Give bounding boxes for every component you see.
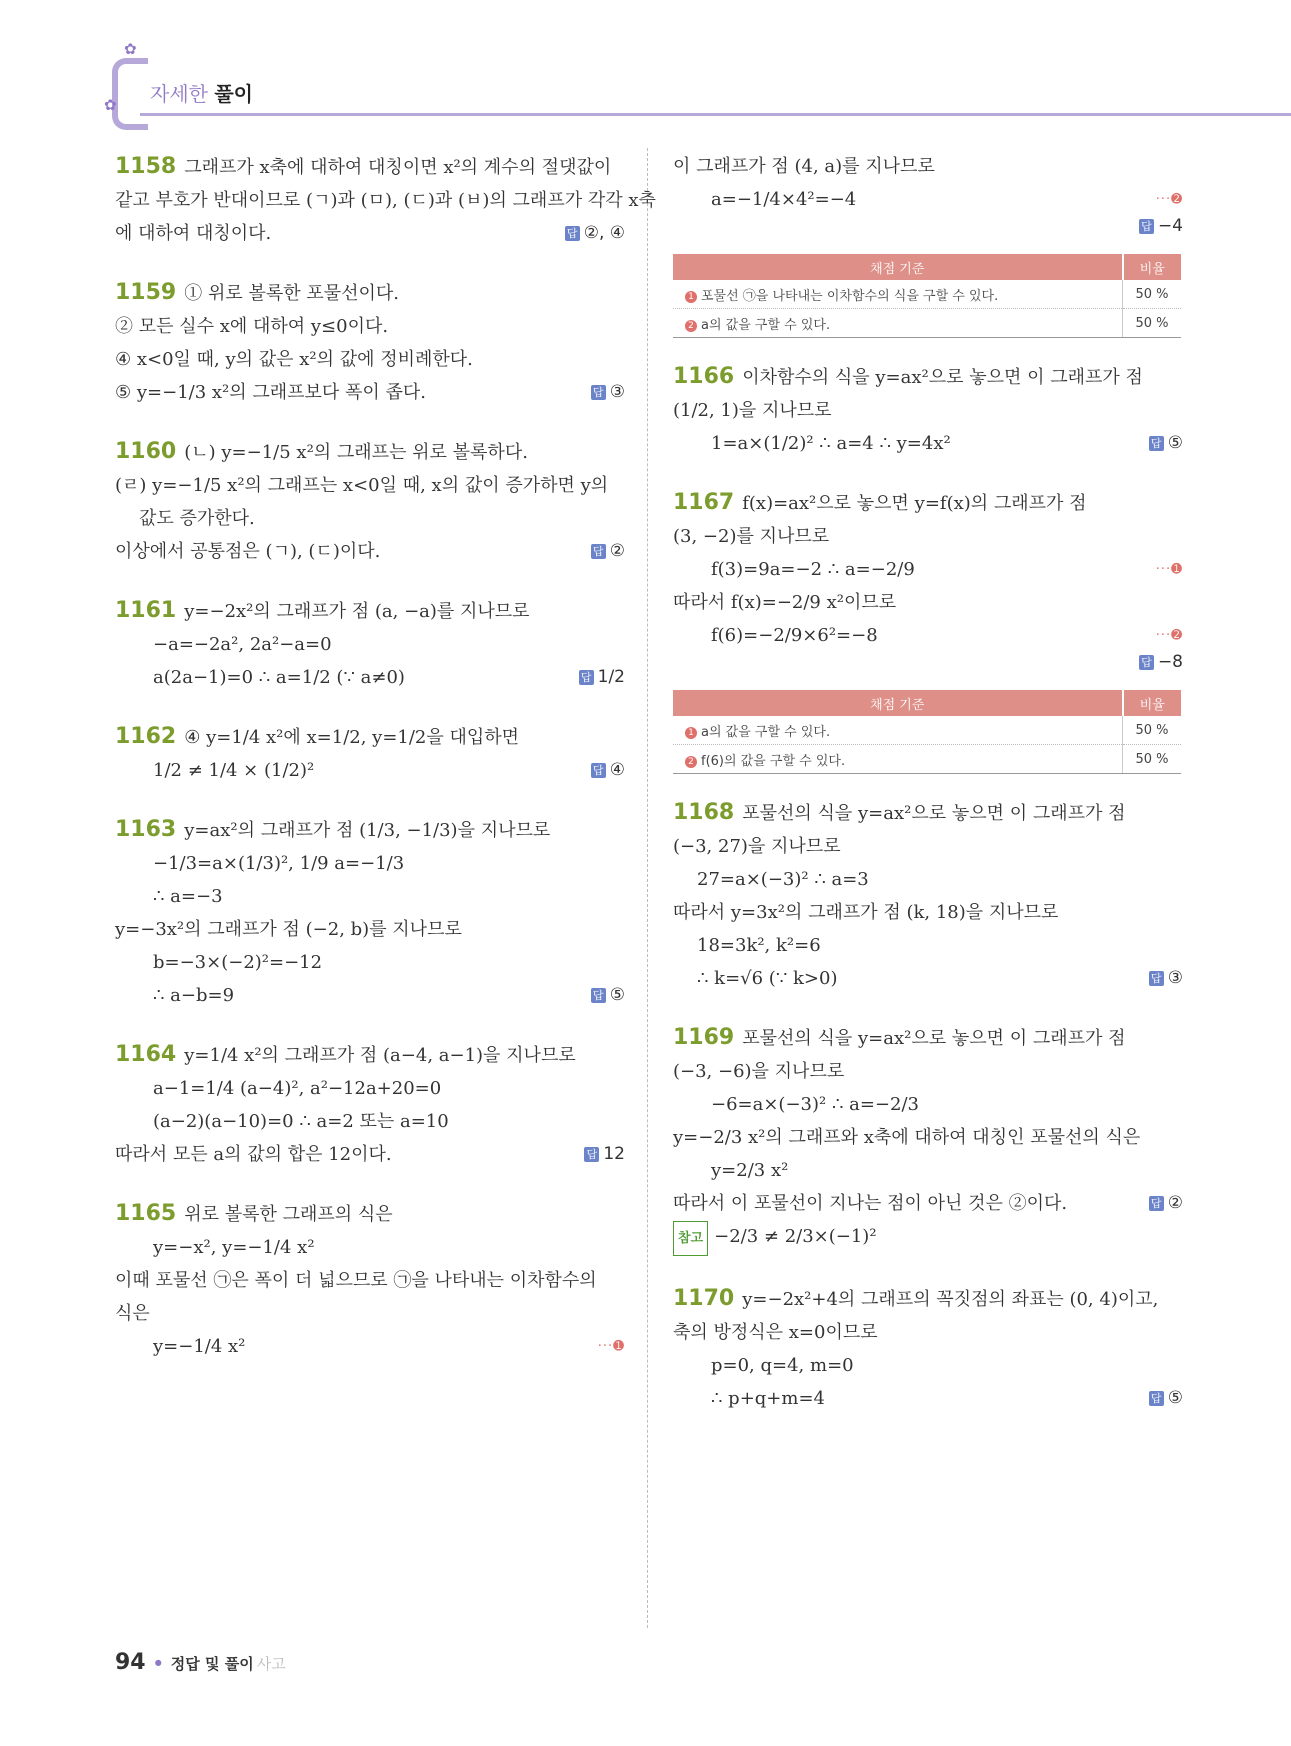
scoring-table: 채점 기준 비율 1 a의 값을 구할 수 있다. 50 % 2 f(6)의 값을 구할 수 있다. 50 % — [673, 690, 1181, 774]
marker-2-icon: 2 — [685, 320, 697, 332]
header-rule — [140, 113, 1291, 116]
answer-icon: 답 — [1149, 971, 1164, 986]
answer: 답 ②, ④ — [565, 217, 625, 250]
page-footer — [115, 1650, 286, 1675]
answer: 답 −4 — [1139, 216, 1183, 236]
problem-1165: 1165 위로 볼록한 그래프의 식은 y=−x², y=−1/4 x² 이때 포물선 ㉠은 폭이 더 넓으므로 ㉠을 나타내는 이차함수의 식은 y=−1/4 x² ···➊ — [115, 1197, 625, 1363]
answer-icon: 답 — [565, 226, 580, 241]
problem-number: 1166 — [673, 364, 735, 389]
answer-icon: 답 — [1139, 655, 1154, 670]
answer-icon: 답 — [1149, 1196, 1164, 1211]
answer-icon: 답 — [1139, 219, 1154, 234]
answer: 답 ⑤ — [591, 979, 625, 1012]
step-marker: ···➊ — [597, 1339, 625, 1354]
marker-1-icon: 1 — [685, 291, 697, 303]
answer: 답 ⑤ — [1149, 427, 1183, 460]
problem-1169: 1169 포물선의 식을 y=ax²으로 놓으면 이 그래프가 점 (−3, −6)을 지나므로 −6=a×(−3)² ∴ a=−2/3 y=−2/3 x²의 그래프와 x축에 대하여 대칭인 포물선의 식은 y=2/3 x² 따라서 이 포물선이 지나는 점이 아닌 것은 ②이다. 답 ② 참고 −2/3 ≠ 2/3×(−1)² — [673, 1021, 1183, 1256]
step-marker: ···➋ — [1155, 192, 1183, 207]
step-marker: ···➊ — [1155, 562, 1183, 577]
answer-icon: 답 — [584, 1147, 599, 1162]
answer-icon: 답 — [591, 763, 606, 778]
problem-number: 1160 — [115, 439, 177, 464]
flower-icon: ✿ — [124, 40, 137, 58]
problem-1160: 1160 (ㄴ) y=−1/5 x²의 그래프는 위로 볼록하다. (ㄹ) y=−1/5 x²의 그래프는 x<0일 때, x의 값이 증가하면 y의 값도 증가한다. 이상에서 공통점은 (ㄱ), (ㄷ)이다. 답 ② — [115, 435, 625, 568]
problem-number: 1168 — [673, 800, 735, 825]
flower-icon: ✿ — [104, 96, 117, 114]
answer: 답 ② — [591, 535, 625, 568]
marker-2-icon: 2 — [685, 756, 697, 768]
answer-icon: 답 — [579, 670, 594, 685]
section-title: 자세한 풀이 — [150, 82, 253, 106]
dot-icon: ● — [154, 1658, 162, 1667]
problem-number: 1165 — [115, 1201, 177, 1226]
scoring-table: 채점 기준 비율 1 포물선 ㉠을 나타내는 이차함수의 식을 구할 수 있다. 50 % 2 a의 값을 구할 수 있다. 50 % — [673, 254, 1181, 338]
answer: 답 ④ — [591, 754, 625, 787]
answer: 답 −8 — [1139, 652, 1183, 672]
problem-1164: 1164 y=1/4 x²의 그래프가 점 (a−4, a−1)을 지나므로 a−1=1/4 (a−4)², a²−12a+20=0 (a−2)(a−10)=0 ∴ a=2 또는 a=10 따라서 모든 a의 값의 합은 12이다. 답 12 — [115, 1038, 625, 1171]
problem-1166: 1166 이차함수의 식을 y=ax²으로 놓으면 이 그래프가 점 (1/2, 1)을 지나므로 1=a×(1/2)² ∴ a=4 ∴ y=4x² 답 ⑤ — [673, 360, 1183, 460]
problem-number: 1162 — [115, 724, 177, 749]
problem-1162: 1162 ④ y=1/4 x²에 x=1/2, y=1/2을 대입하면 1/2 ≠ 1/4 × (1/2)² 답 ④ — [115, 720, 625, 787]
problem-1167: 1167 f(x)=ax²으로 놓으면 y=f(x)의 그래프가 점 (3, −2)를 지나므로 f(3)=9a=−2 ∴ a=−2/9 ···➊ 따라서 f(x)=−2/9 x²이므로 f(6)=−2/9×6²=−8 ···➋ 답 −8 채점 기준 비율 1 a의 값을 구할 수 있다. 50 % 2 f(6)의 값을 구할 수 있다. 50 % — [673, 486, 1183, 774]
problem-number: 1170 — [673, 1286, 735, 1311]
problem-1170: 1170 y=−2x²+4의 그래프의 꼭짓점의 좌표는 (0, 4)이고, 축의 방정식은 x=0이므로 p=0, q=4, m=0 ∴ p+q+m=4 답 ⑤ — [673, 1282, 1183, 1415]
answer: 답 ⑤ — [1149, 1382, 1183, 1415]
answer-icon: 답 — [1149, 436, 1164, 451]
problem-1159: 1159 ① 위로 볼록한 포물선이다. ② 모든 실수 x에 대하여 y≤0이다. ④ x<0일 때, y의 값은 x²의 값에 정비례한다. ⑤ y=−1/3 x²의 그래프보다 폭이 좁다. 답 ③ — [115, 276, 625, 409]
problem-1158: 1158 그래프가 x축에 대하여 대칭이면 x²의 계수의 절댓값이 같고 부호가 반대이므로 (ㄱ)과 (ㅁ), (ㄷ)과 (ㅂ)의 그래프가 각각 x축 에 대하여 대칭이다. 답 ②, ④ — [115, 150, 625, 250]
answer-icon: 답 — [1149, 1391, 1164, 1406]
page-number: 94 — [115, 1650, 146, 1675]
answer: 답 ③ — [591, 376, 625, 409]
problem-number: 1158 — [115, 154, 177, 179]
answer: 답 12 — [584, 1138, 625, 1171]
header-bracket — [112, 58, 148, 130]
answer: 답 1/2 — [579, 661, 625, 694]
right-column — [673, 150, 1183, 1441]
problem-number: 1164 — [115, 1042, 177, 1067]
problem-number: 1169 — [673, 1025, 735, 1050]
problem-number: 1167 — [673, 490, 735, 515]
problem-number: 1161 — [115, 598, 177, 623]
problem-1163: 1163 y=ax²의 그래프가 점 (1/3, −1/3)을 지나므로 −1/3=a×(1/3)², 1/9 a=−1/3 ∴ a=−3 y=−3x²의 그래프가 점 (−2, b)를 지나므로 b=−3×(−2)²=−12 ∴ a−b=9 답 ⑤ — [115, 813, 625, 1012]
step-marker: ···➋ — [1155, 628, 1183, 643]
problem-number: 1163 — [115, 817, 177, 842]
problem-1161: 1161 y=−2x²의 그래프가 점 (a, −a)를 지나므로 −a=−2a², 2a²−a=0 a(2a−1)=0 ∴ a=1/2 (∵ a≠0) 답 1/2 — [115, 594, 625, 694]
footer-label: 정답 및 풀이 — [170, 1655, 254, 1673]
answer: 답 ③ — [1149, 962, 1183, 995]
marker-1-icon: 1 — [685, 727, 697, 739]
answer-icon: 답 — [591, 544, 606, 559]
problem-1165-continued: 이 그래프가 점 (4, a)를 지나므로 a=−1/4×4²=−4 ···➋ 답 −4 채점 기준 비율 1 포물선 ㉠을 나타내는 이차함수의 식을 구할 수 있다. 50 % 2 a의 값을 구할 수 있다. 50 % — [673, 150, 1183, 338]
answer-icon: 답 — [591, 385, 606, 400]
answer: 답 ② — [1149, 1187, 1183, 1220]
left-column — [115, 150, 656, 1389]
column-divider — [647, 148, 648, 1628]
answer-icon: 답 — [591, 988, 606, 1003]
note-label: 참고 — [673, 1221, 708, 1256]
problem-number: 1159 — [115, 280, 177, 305]
problem-1168: 1168 포물선의 식을 y=ax²으로 놓으면 이 그래프가 점 (−3, 27)을 지나므로 27=a×(−3)² ∴ a=3 따라서 y=3x²의 그래프가 점 (k, 18)을 지나므로 18=3k², k²=6 ∴ k=√6 (∵ k>0) 답 ③ — [673, 796, 1183, 995]
footer-faded-text: 사고 — [256, 1655, 286, 1673]
